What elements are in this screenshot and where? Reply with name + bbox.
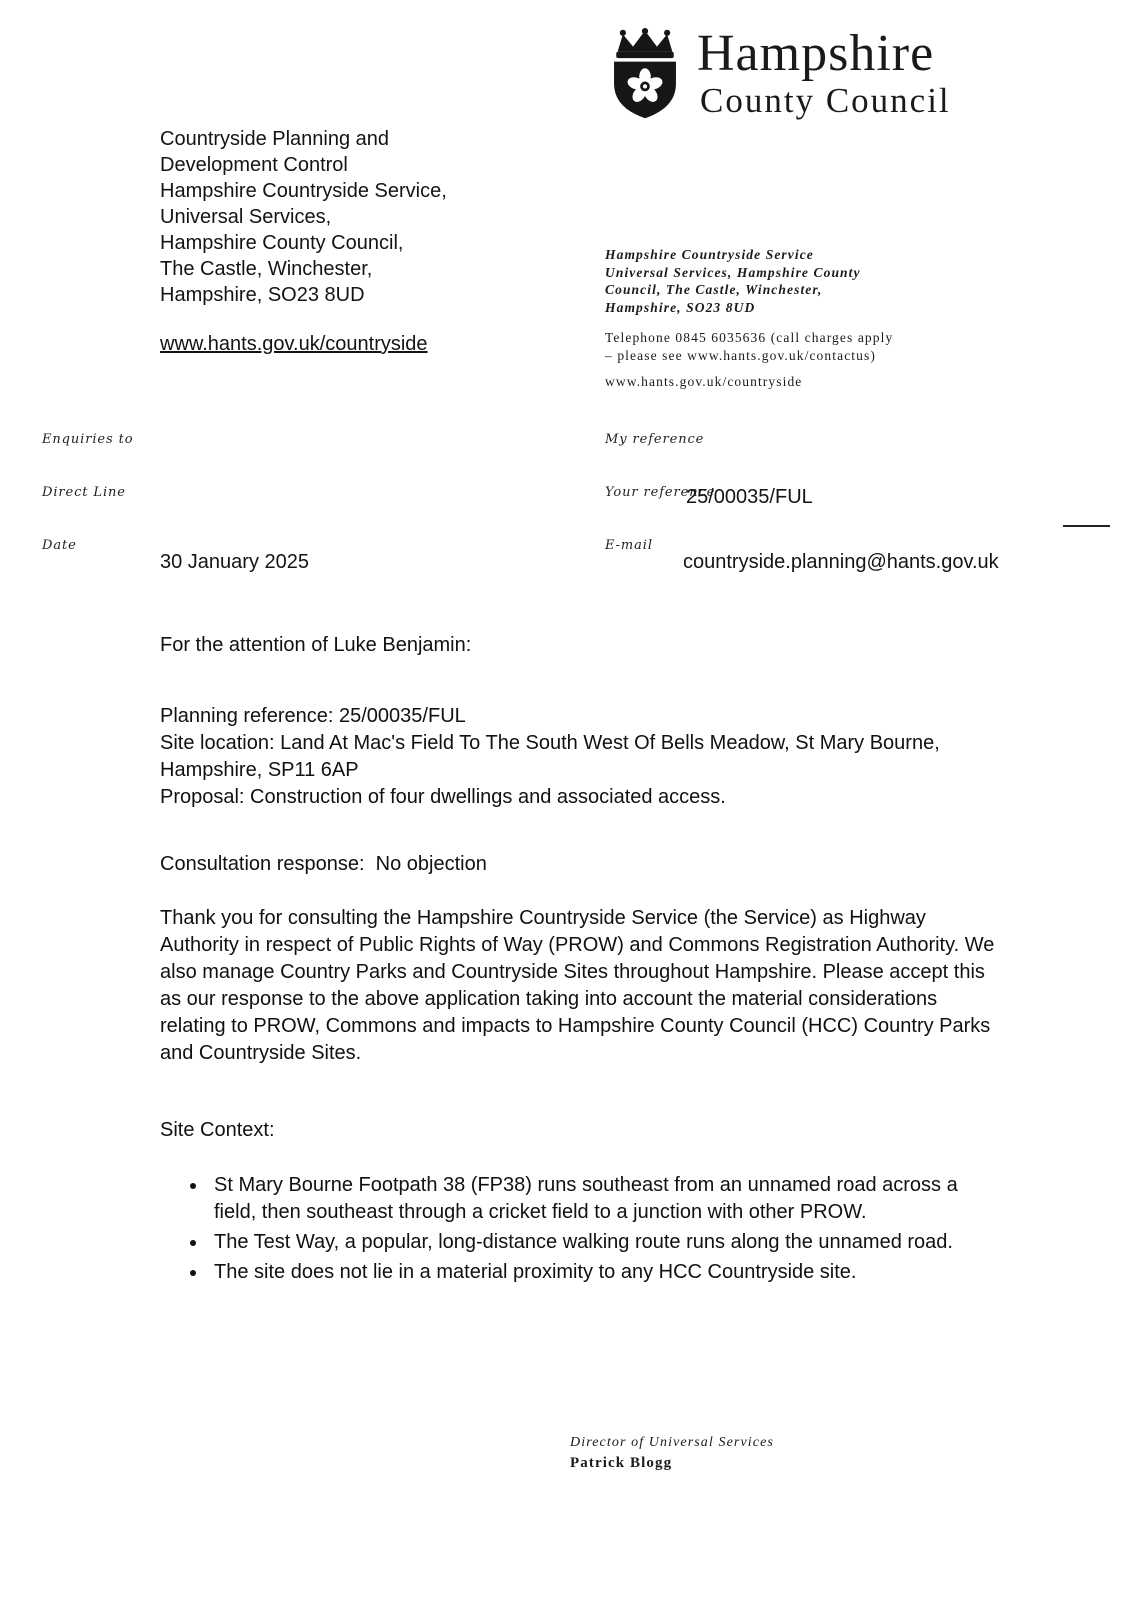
- email-value: countryside.planning@hants.gov.uk: [683, 551, 999, 573]
- contact-phone-line: – please see www.hants.gov.uk/contactus): [605, 347, 876, 363]
- contact-website: www.hants.gov.uk/countryside: [605, 374, 803, 389]
- contact-block: [605, 246, 965, 391]
- signatory-title: Director of Universal Services: [570, 1435, 774, 1450]
- proposal: Proposal: Construction of four dwellings and associated access.: [160, 786, 726, 808]
- planning-reference: Planning reference: 25/00035/FUL: [160, 705, 466, 727]
- date-label: Date: [42, 538, 77, 553]
- direct-line-label: Direct Line: [42, 485, 126, 500]
- signatory-name: Patrick Blogg: [570, 1455, 673, 1471]
- site-context-bullet: • The site does not lie in a material proximity to any HCC Countryside site.: [208, 1259, 1002, 1286]
- logo-line-2: County Council: [700, 81, 951, 120]
- contact-phone-line: Telephone 0845 6035636 (call charges apply: [605, 330, 894, 345]
- signature-block: [570, 1432, 774, 1474]
- enquiries-to-label: Enquiries to: [42, 432, 134, 447]
- consultation-response: Consultation response: No objection: [160, 853, 487, 875]
- letter-body: [160, 632, 1002, 1289]
- my-reference-label: My reference: [605, 432, 705, 447]
- logo-line-1: Hampshire: [697, 25, 935, 82]
- your-reference-value: 25/00035/FUL: [686, 486, 813, 508]
- main-paragraph: Thank you for consulting the Hampshire Countryside Service (the Service) as Highway Authority in respect of Public Rights of Way (PROW) and Commons Registration Authority. We also manage Country Parks and Countryside Sites throughout Hampshire. Please accept this as our response to the above application taking into account the material considerations relating to PROW, Commons and impacts to Hampshire County Council (HCC) Country Parks and Countryside Sites.: [160, 907, 995, 1064]
- contact-address: [605, 246, 965, 316]
- sender-address-line: Universal Services,: [160, 206, 332, 228]
- sender-address-line: Countryside Planning and: [160, 128, 390, 150]
- your-reference-label: Your reference: [605, 485, 716, 500]
- sender-address-line: Hampshire Countryside Service,: [160, 180, 447, 202]
- planning-details: [160, 703, 1002, 811]
- hcc-crest-icon: [605, 28, 685, 120]
- sender-address-line: The Castle, Winchester,: [160, 258, 373, 280]
- fold-mark: [1063, 525, 1110, 527]
- sender-address-line: Development Control: [160, 154, 348, 176]
- sender-address-line: Hampshire County Council,: [160, 232, 404, 254]
- contact-address-line: Council, The Castle, Winchester,: [605, 282, 823, 297]
- site-context-heading: Site Context:: [160, 1119, 275, 1141]
- contact-address-line: Hampshire Countryside Service: [605, 247, 814, 262]
- hcc-logo: [605, 25, 951, 120]
- sender-address: [160, 126, 447, 308]
- site-context-list: [160, 1172, 1002, 1286]
- sender-address-line: Hampshire, SO23 8UD: [160, 284, 365, 306]
- hcc-logo-wordmark: [697, 25, 951, 120]
- site-location: Site location: Land At Mac's Field To The South West Of Bells Meadow, St Mary Bourne, Hampshire, SP11 6AP: [160, 732, 940, 781]
- contact-address-line: Universal Services, Hampshire County: [605, 264, 861, 280]
- sender-website-link[interactable]: www.hants.gov.uk/countryside: [160, 333, 428, 355]
- contact-phone: [605, 329, 965, 364]
- site-context-bullet: • St Mary Bourne Footpath 38 (FP38) runs southeast from an unnamed road across a field, then southeast through a cricket field to a junction with other PROW.: [208, 1172, 1002, 1226]
- date-value: 30 January 2025: [160, 551, 310, 573]
- contact-address-line: Hampshire, SO23 8UD: [605, 299, 756, 315]
- site-context-bullet: • The Test Way, a popular, long-distance walking route runs along the unnamed road.: [208, 1229, 1002, 1256]
- attention-line: For the attention of Luke Benjamin:: [160, 634, 472, 656]
- email-label: E-mail: [605, 538, 653, 553]
